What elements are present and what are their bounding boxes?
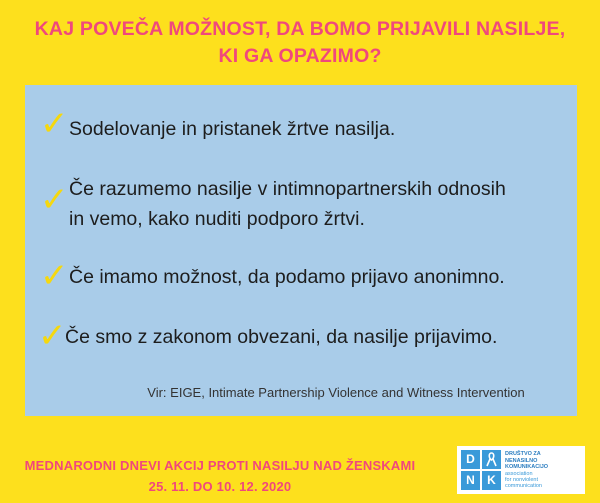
- list-item-text: Če smo z zakonom obvezani, da nasilje prijavimo.: [65, 326, 498, 348]
- checkmark-icon: ✓: [40, 180, 69, 220]
- checkmark-icon: ✓: [38, 316, 67, 356]
- list-item-text: Če razumemo nasilje v intimnopartnerskih odnosih: [69, 178, 506, 200]
- title-line-1: KAJ POVEČA MOŽNOST, DA BOMO PRIJAVILI NASILJE,: [34, 18, 566, 40]
- checkmark-icon: ✓: [40, 104, 69, 144]
- list-item-text: in vemo, kako nuditi podporo žrtvi.: [69, 208, 365, 230]
- title-line-2: KI GA OPAZIMO?: [218, 45, 382, 67]
- checkmark-icon: ✓: [40, 256, 69, 296]
- logo-org-subtitle: association for nonviolent communication: [505, 471, 542, 489]
- logo-letter-d: D: [461, 450, 480, 469]
- logo-org-name: DRUŠTVO ZA NENASILNO KOMUNIKACIJO: [505, 451, 549, 470]
- logo-mark: [461, 450, 501, 490]
- source-citation: Vir: EIGE, Intimate Partnership Violence and Witness Intervention: [147, 385, 525, 400]
- footer-campaign: [0, 455, 440, 497]
- list-item-text: Če imamo možnost, da podamo prijavo anonimno.: [69, 266, 505, 288]
- footer-line-1: MEDNARODNI DNEVI AKCIJ PROTI NASILJU NAD ŽENSKAMI: [24, 458, 416, 473]
- dnk-logo: [457, 446, 585, 494]
- footer-line-2: 25. 11. DO 10. 12. 2020: [148, 479, 292, 494]
- logo-letter-n: N: [461, 471, 480, 490]
- ribbon-icon: [482, 450, 501, 469]
- page-title: [0, 16, 600, 70]
- list-item-text: Sodelovanje in pristanek žrtve nasilja.: [69, 118, 396, 140]
- logo-letter-k: K: [482, 471, 501, 490]
- content-panel: [25, 85, 577, 416]
